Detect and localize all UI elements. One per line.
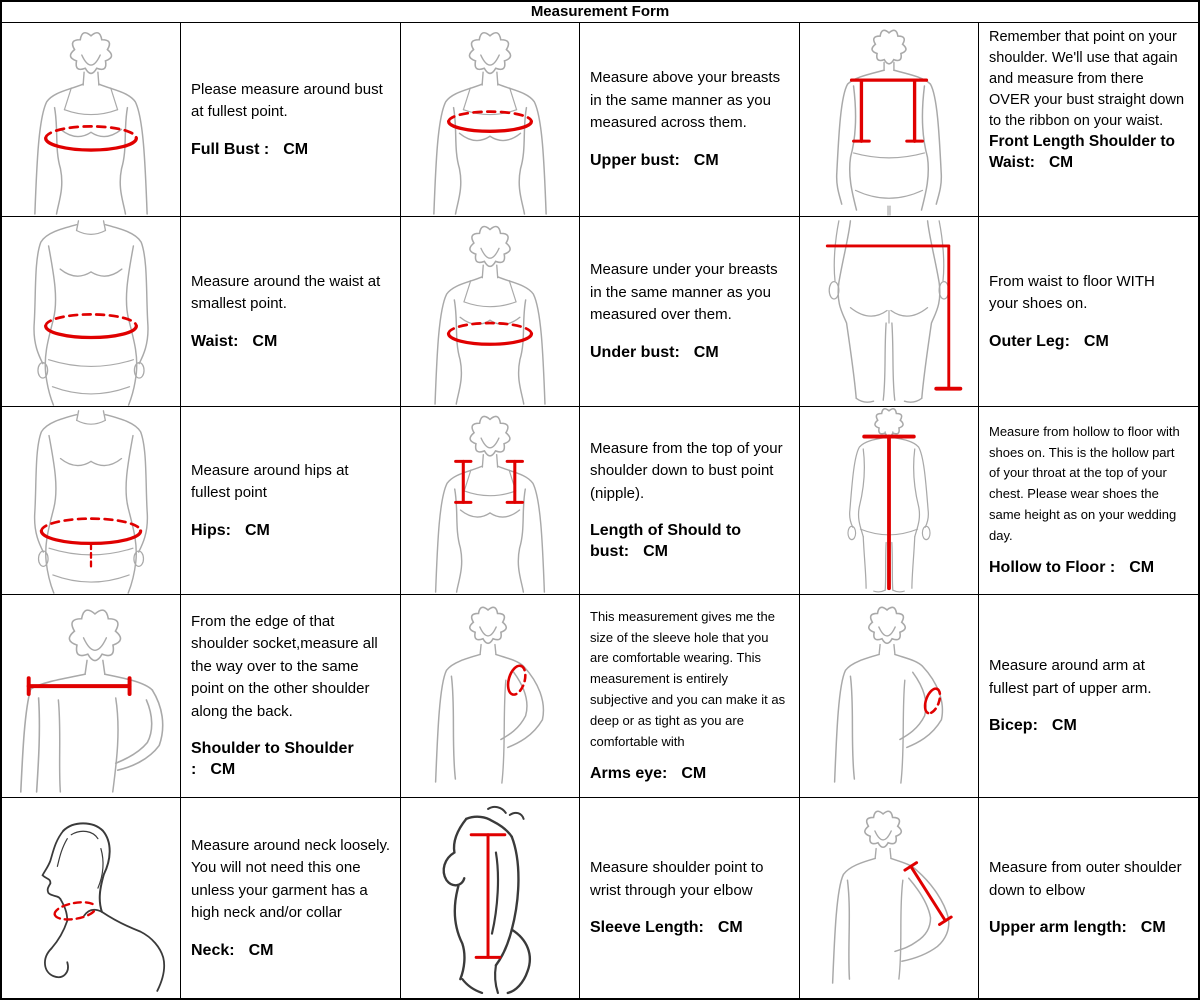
front-length-shoulder-to-waist-figure-cell — [800, 23, 978, 216]
measurement-unit: CM — [252, 332, 278, 350]
measurement-label-text: Upper bust: — [590, 151, 680, 169]
under-bust-text-cell — [580, 217, 799, 406]
measurement-unit: CM — [681, 765, 707, 783]
upper-arm-length-text-cell — [979, 798, 1198, 998]
waist-text-cell — [181, 217, 400, 406]
measurement-unit: CM — [1083, 332, 1109, 350]
measurement-description: Measure around neck loosely. You will not need this one unless your garment has a high neck and/or collar — [191, 836, 390, 922]
measurement-description: Measure from hollow to floor with shoes on. This is the hollow part of your throat at the top of your chest. Please wear shoes the same height as on your wedding day. — [989, 423, 1180, 543]
arms-eye-figure — [401, 595, 579, 797]
length-of-shoulder-to-bust-text-cell — [580, 407, 799, 594]
measurement-unit: CM — [245, 521, 270, 539]
measurement-label-text: Shoulder to Shoulder : — [191, 740, 354, 779]
measurement-label — [191, 521, 390, 542]
measurement-unit: CM — [1048, 153, 1074, 171]
page-title: Measurement Form — [530, 3, 670, 20]
neck-text-cell — [181, 798, 400, 998]
measurement-label — [191, 739, 390, 781]
shoulder-to-bust-figure — [401, 407, 579, 594]
outer-leg-figure — [800, 217, 978, 406]
under-bust-figure-cell — [401, 217, 579, 406]
measurement-label-text: Sleeve Length: — [590, 919, 704, 937]
under-bust-figure — [401, 217, 579, 406]
measurement-label-text: Neck: — [191, 941, 235, 959]
hips-text-cell — [181, 407, 400, 594]
full-bust-text-cell — [181, 23, 400, 216]
measurement-label-text: Under bust: — [590, 343, 680, 361]
measurement-unit: CM — [643, 543, 668, 561]
waist-figure-cell — [2, 217, 180, 406]
measurement-label-text: Arms eye: — [590, 765, 668, 783]
measurement-description: Remember that point on your shoulder. We'll use that again and measure from there OVER your bust straight down to the ribbon on your waist. — [989, 29, 1185, 129]
upper-bust-figure-cell — [401, 23, 579, 216]
measurement-label-text: Hollow to Floor : — [989, 559, 1116, 577]
shoulder-to-shoulder-figure — [2, 595, 180, 797]
bicep-figure — [800, 595, 978, 797]
measurement-label-text: Front Length Shoulder to Waist: — [989, 133, 1175, 171]
hollow-to-floor-figure — [800, 407, 978, 594]
measurement-unit: CM — [1129, 559, 1155, 577]
hips-figure — [2, 407, 180, 594]
measurement-description: Measure around hips at fullest point — [191, 461, 349, 502]
measurement-description: Measure from outer shoulder down to elbow — [989, 859, 1182, 899]
upper-arm-length-figure — [800, 798, 978, 998]
measurement-label — [590, 343, 789, 364]
sleeve-length-text-cell — [580, 798, 799, 998]
front-length-shoulder-to-waist-text-cell — [979, 23, 1198, 216]
measurement-label — [590, 764, 789, 785]
measurement-label — [989, 558, 1188, 579]
measurement-description: This measurement gives me the size of the sleeve hole that you are comfortable wearing. This measurement is entirely subjective and you can make it as deep or as tight as you are comfortable with — [590, 608, 786, 749]
upper-arm-length-figure-cell — [800, 798, 978, 998]
measurement-label-text: Length of Should to bust: — [590, 522, 742, 561]
measurement-label — [191, 140, 390, 161]
upper-bust-text-cell — [580, 23, 799, 216]
full-bust-figure — [2, 23, 180, 216]
bicep-text-cell — [979, 595, 1198, 797]
measurement-description: Measure around arm at fullest part of upper arm. — [989, 657, 1152, 697]
measurement-description: Measure shoulder point to wrist through your elbow — [590, 859, 764, 899]
measurement-unit: CM — [693, 343, 719, 361]
measurement-description: Measure above your breasts in the same manner as you measured across them. — [590, 69, 781, 132]
hollow-to-floor-figure-cell — [800, 407, 978, 594]
outer-leg-figure-cell — [800, 217, 978, 406]
measurement-unit: CM — [1051, 717, 1077, 735]
measurement-label — [191, 941, 390, 962]
measurement-label — [989, 132, 1188, 172]
measurement-unit: CM — [210, 761, 236, 779]
measurement-label-text: Waist: — [191, 332, 239, 350]
arms-eye-figure-cell — [401, 595, 579, 797]
measurement-description: Measure from the top of your shoulder down to bust point (nipple). — [590, 439, 783, 502]
waist-figure — [2, 217, 180, 406]
measurement-label — [590, 151, 789, 172]
outer-leg-text-cell — [979, 217, 1198, 406]
measurement-label — [590, 918, 789, 939]
hollow-to-floor-text-cell — [979, 407, 1198, 594]
measurement-label — [989, 716, 1188, 737]
measurement-label — [191, 332, 390, 353]
measurement-description: Measure under your breasts in the same manner as you measured over them. — [590, 261, 778, 324]
upper-bust-figure — [401, 23, 579, 216]
measurement-label — [989, 918, 1188, 939]
sleeve-length-figure-cell — [401, 798, 579, 998]
full-bust-figure-cell — [2, 23, 180, 216]
measurement-label-text: Bicep: — [989, 717, 1038, 735]
measurement-unit: CM — [283, 140, 309, 158]
front-length-figure — [800, 23, 978, 216]
neck-figure-cell — [2, 798, 180, 998]
measurement-unit: CM — [717, 919, 743, 937]
bicep-figure-cell — [800, 595, 978, 797]
measurement-label-text: Full Bust : — [191, 140, 270, 158]
measurement-label — [989, 332, 1188, 353]
measurement-unit: CM — [1140, 919, 1166, 937]
measurement-label — [590, 521, 789, 563]
measurement-unit: CM — [248, 941, 274, 959]
measurement-label-text: Upper arm length: — [989, 919, 1127, 937]
measurement-label-text: Outer Leg: — [989, 332, 1070, 350]
hips-figure-cell — [2, 407, 180, 594]
shoulder-to-shoulder-text-cell — [181, 595, 400, 797]
length-of-shoulder-to-bust-figure-cell — [401, 407, 579, 594]
measurement-description: From waist to floor WITH your shoes on. — [989, 272, 1155, 313]
measurement-description: Please measure around bust at fullest point. — [191, 80, 383, 121]
shoulder-to-shoulder-figure-cell — [2, 595, 180, 797]
neck-figure — [2, 798, 180, 998]
measurement-label-text: Hips: — [191, 521, 231, 539]
measurement-grid — [2, 22, 1198, 998]
arms-eye-text-cell — [580, 595, 799, 797]
measurement-description: Measure around the waist at smallest point. — [191, 272, 381, 313]
sleeve-length-figure — [401, 798, 579, 998]
measurement-unit: CM — [693, 151, 719, 169]
measurement-description: From the edge of that shoulder socket,measure all the way over to the same point on the other shoulder along the back. — [191, 612, 378, 720]
